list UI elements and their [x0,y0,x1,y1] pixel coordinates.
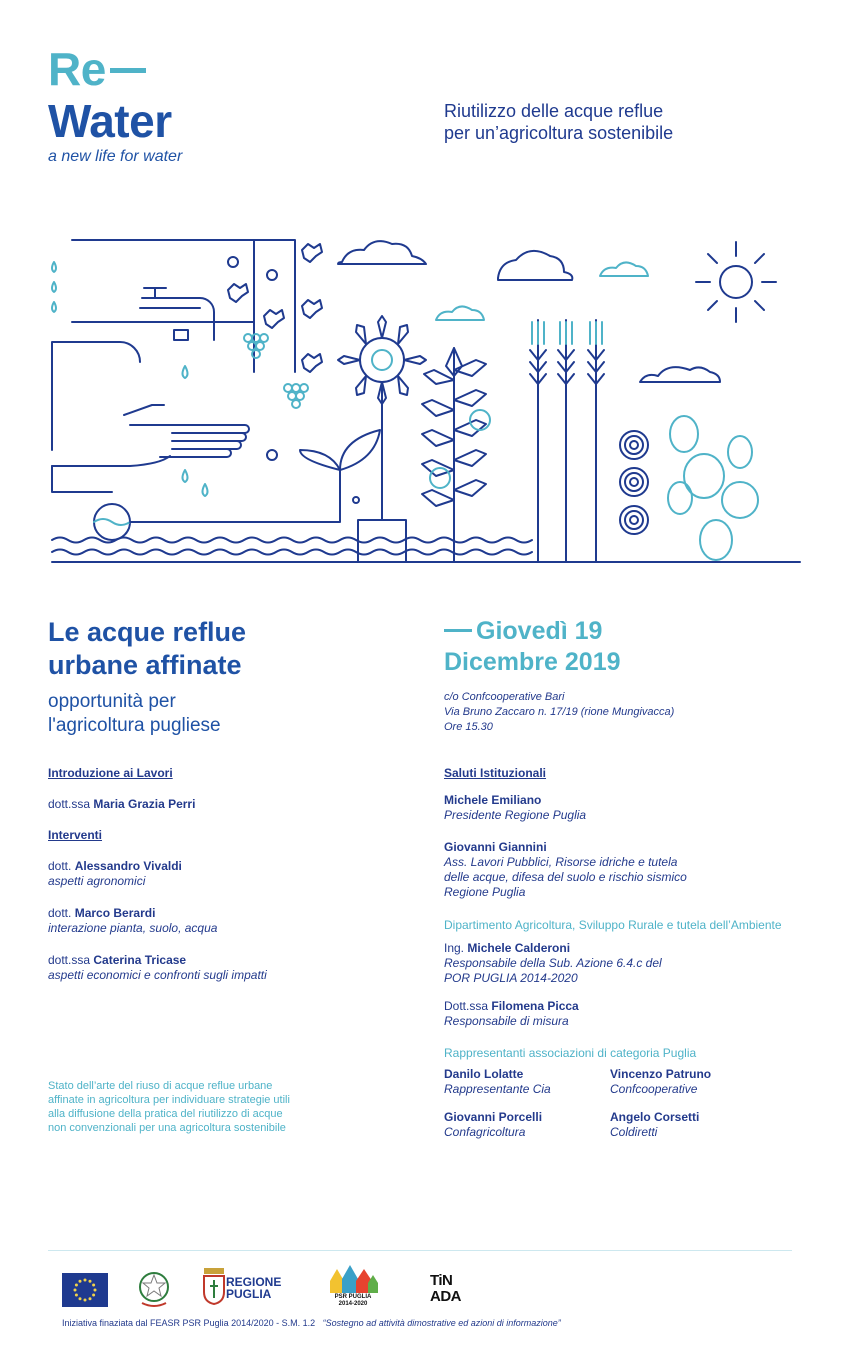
speaker-prefix: dott.ssa [48,953,91,967]
regione-puglia-shield-icon [202,1268,226,1306]
regione-puglia-label [226,1276,281,1300]
header-subtitle-line-2: per un’agricoltura sostenibile [444,123,674,143]
speaker-topic: aspetti economici e confronti sugli impatti [48,968,267,982]
event-subtitle [48,690,368,738]
speaker-role-line: Ass. Lavori Pubblici, Risorse idriche e tutela [444,855,678,869]
intro-prefix: dott.ssa [48,797,91,811]
intro-speaker [48,797,195,812]
speaker-name: Michele Emiliano [444,793,542,807]
speaker-role-line: Regione Puglia [444,885,526,899]
date-dash [444,629,472,632]
psr-puglia-label [328,1294,378,1308]
intro-label: Introduzione ai Lavori [48,766,173,780]
tinada-line-2: ADA [430,1288,461,1305]
speaker-role-line: Responsabile della Sub. Azione 6.4.c del [444,956,662,970]
speaker-role: Responsabile di misura [444,1014,569,1028]
psr-label: PSR PUGLIA [334,1294,372,1300]
regione-line-2: PUGLIA [226,1287,272,1301]
emiliano-block [444,793,586,823]
rep-item [444,1110,542,1140]
speaker-prefix: dott. [48,906,72,920]
speaker-item [48,953,267,983]
event-title-line-1: Le acque reflue [48,617,247,647]
rep-org: Rappresentante Cia [444,1082,551,1096]
speaker-role: Presidente Regione Puglia [444,808,587,822]
funding-quote: “Sostegno ad attività dimostrative ed azioni di informazione” [322,1318,561,1328]
rep-name: Giovanni Porcelli [444,1110,543,1124]
speaker-prefix: dott. [48,859,72,873]
speaker-prefix: Dott.ssa [444,999,489,1013]
venue-line-2: Via Bruno Zaccaro n. 17/19 (rione Mungivacca) [444,706,675,718]
event-subtitle-line-2: l'agricoltura pugliese [48,715,221,736]
interventi-label: Interventi [48,828,103,842]
speaker-name: Alessandro Vivaldi [74,859,182,873]
venue-time: Ore 15.30 [444,721,493,733]
associazioni-label: Rappresentanti associazioni di categoria Puglia [444,1046,697,1060]
event-title-line-2: urbane affinate [48,650,242,680]
giannini-block [444,840,687,900]
event-description: Stato dell’arte del riuso di acque reflue urbane affinate in agricoltura per individuare strategie utili alla diffusione della pratica del riutilizzo di acque non convenzionali per una agricoltura sostenibile [48,1080,290,1134]
event-date-month: Dicembre 2019 [444,648,621,676]
picca-block [444,999,579,1029]
event-venue [444,690,674,735]
venue-line-1: c/o Confcooperative Bari [444,691,565,703]
header-subtitle [444,100,764,144]
brand-dash [110,68,146,73]
speaker-prefix: Ing. [444,941,465,955]
psr-years: 2014-2020 [338,1301,368,1307]
rep-item [610,1067,711,1097]
speaker-role-line: POR PUGLIA 2014-2020 [444,971,578,985]
rep-name: Angelo Corsetti [610,1110,700,1124]
agriculture-illustration [40,230,810,580]
rep-name: Danilo Lolatte [444,1067,524,1081]
funding-note: Iniziativa finaziata dal FEASR PSR Puglia 2014/2020 - S.M. 1.2 [62,1318,316,1328]
dipartimento-label: Dipartimento Agricoltura, Sviluppo Rurale e tutela dell’Ambiente [444,918,782,932]
header-subtitle-line-1: Riutilizzo delle acque reflue [444,101,664,121]
eu-flag-icon [62,1273,108,1307]
event-title [48,616,368,682]
brand-water: Water [48,95,172,147]
rep-org: Confagricoltura [444,1125,526,1139]
rep-org: Coldiretti [610,1125,658,1139]
event-date-day: Giovedì 19 [476,617,603,645]
psr-puglia-trulli-icon [328,1263,378,1293]
brand-tagline: a new life for water [48,148,183,165]
footer-divider [48,1250,792,1251]
rep-org: Confcooperative [610,1082,698,1096]
speaker-name: Caterina Tricase [93,953,187,967]
italian-emblem-icon [136,1269,172,1309]
speaker-name: Michele Calderoni [467,941,571,955]
speaker-name: Giovanni Giannini [444,840,547,854]
brand-re: Re [48,46,146,92]
rep-item [610,1110,699,1140]
speaker-item [48,906,217,936]
event-subtitle-line-1: opportunità per [48,691,176,712]
intro-name: Maria Grazia Perri [93,797,196,811]
rep-item [444,1067,551,1097]
footer-note [62,1318,561,1328]
speaker-role-line: delle acque, difesa del suolo e rischio sismico [444,870,687,884]
tinada-line-1: TiN [430,1272,453,1289]
event-date [444,616,621,678]
calderoni-block [444,941,662,986]
rep-name: Vincenzo Patruno [610,1067,712,1081]
speaker-item [48,859,182,889]
tinada-logo [430,1273,461,1305]
saluti-label: Saluti Istituzionali [444,766,547,780]
regione-line-1: REGIONE [226,1275,282,1289]
speaker-topic: interazione pianta, suolo, acqua [48,921,218,935]
speaker-topic: aspetti agronomici [48,874,146,888]
speaker-name: Filomena Picca [491,999,579,1013]
speaker-name: Marco Berardi [74,906,156,920]
